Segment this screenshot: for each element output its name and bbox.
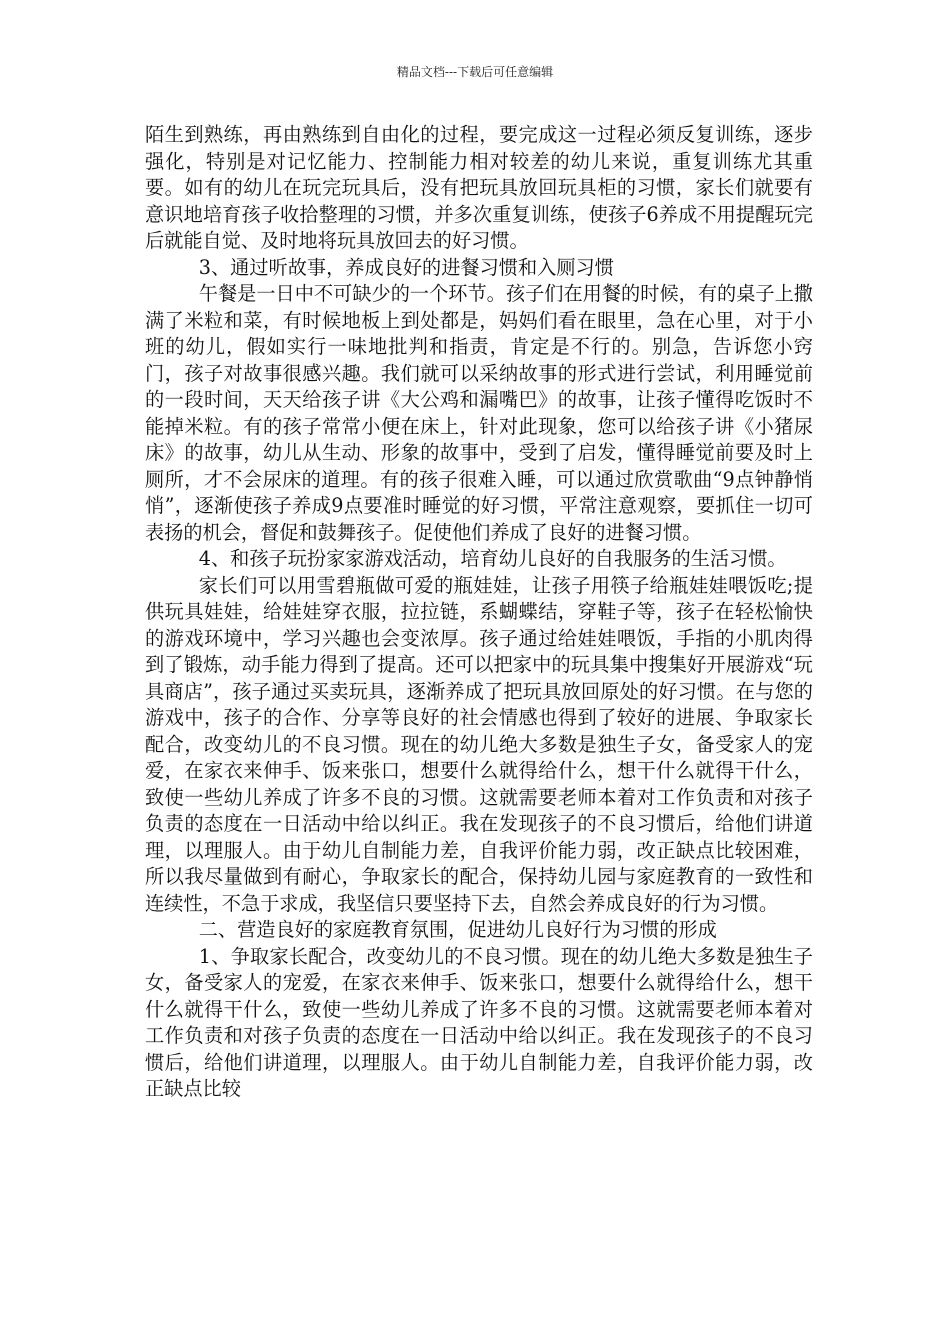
heading-section-4: 4、和孩子玩扮家家游戏活动，培育幼儿良好的自我服务的生活习惯。 bbox=[198, 547, 787, 570]
paragraph-3: 午餐是一日中不可缺少的一个环节。孩子们在用餐的时候，有的桌子上撒满了米粒和菜，有时候地板上到处都是，妈妈们看在眼里，急在心里，对于小班的幼儿，假如实行一味地批判和指责，肯定是不行的。别急，告诉您小窍门，孩子对故事很感兴趣。我们就可以采纳故事的形式进行尝试，利用睡觉前的一段时间，天天给孩子讲《大公鸡和漏嘴巴》的故事，让孩子懂得吃饭时不能掉米粒。有的孩子常常小便在床上，针对此现象，您可以给孩子讲《小猪尿床》的故事，幼儿从生动、形象的故事中，受到了启发，懂得睡觉前要及时上厕所，才不会尿床的道理。有的孩子很难入睡，可以通过欣赏歌曲“9点钟静悄悄”，逐渐使孩子养成9点要准时睡觉的好习惯，平常注意观察，要抓住一切可表扬的机会，督促和鼓舞孩子。促使他们养成了良好的进餐习惯。 bbox=[145, 282, 813, 544]
heading-section-3: 3、通过听故事，养成良好的进餐习惯和入厕习惯 bbox=[198, 255, 614, 279]
paragraph-5: 家长们可以用雪碧瓶做可爱的瓶娃娃，让孩子用筷子给瓶娃娃喂饭吃;提供玩具娃娃，给娃娃穿衣服，拉拉链，系蝴蝶结，穿鞋子等，孩子在轻松愉快的游戏环境中，学习兴趣也会变浓厚。孩子通过给娃娃喂饭，手指的小肌肉得到了锻炼，动手能力得到了提高。还可以把家中的玩具集中搜集好开展游戏“玩具商店”，孩子通过买卖玩具，逐渐养成了把玩具放回原处的好习惯。在与您的游戏中，孩子的合作、分享等良好的社会情感也得到了较好的进展、争取家长配合，改变幼儿的不良习惯。现在的幼儿绝大多数是独生子女，备受家人的宠爱，在家衣来伸手、饭来张口，想要什么就得给什么，想干什么就得干什么，致使一些幼儿养成了许多不良的习惯。这就需要老师本着对工作负责和对孩子负责的态度在一日活动中给以纠正。我在发现孩子的不良习惯后，给他们讲道理，以理服人。由于幼儿自制能力差，自我评价能力弱，改正缺点比较困难，所以我尽量做到有耐心，争取家长的配合，保持幼儿园与家庭教育的一致性和连续性，不急于求成，我坚信只要坚持下去，自然会养成良好的行为习惯。 bbox=[145, 573, 813, 915]
heading-part-2: 二、营造良好的家庭教育氛围，促进幼儿良好行为习惯的形成 bbox=[198, 918, 717, 941]
page-header: 精品文档---下载后可任意编辑 bbox=[396, 65, 554, 79]
document-body bbox=[145, 122, 813, 1103]
paragraph-7: 1、争取家长配合，改变幼儿的不良习惯。现在的幼儿绝大多数是独生子女，备受家人的宠爱，在家衣来伸手、饭来张口，想要什么就得给什么，想干什么就得干什么，致使一些幼儿养成了许多不良的习惯。这就需要老师本着对工作负责和对孩子负责的态度在一日活动中给以纠正。我在发现孩子的不良习惯后，给他们讲道理，以理服人。由于幼儿自制能力差，自我评价能力弱，改正缺点比较 bbox=[145, 944, 813, 1100]
paragraph-1: 陌生到熟练，再由熟练到自由化的过程，要完成这一过程必须反复训练，逐步强化，特别是对记忆能力、控制能力相对较差的幼儿来说，重复训练尤其重要。如有的幼儿在玩完玩具后，没有把玩具放回玩具柜的习惯，家长们就要有意识地培育孩子收拾整理的习惯，并多次重复训练，使孩子6养成不用提醒玩完后就能自觉、及时地将玩具放回去的好习惯。 bbox=[145, 123, 813, 252]
